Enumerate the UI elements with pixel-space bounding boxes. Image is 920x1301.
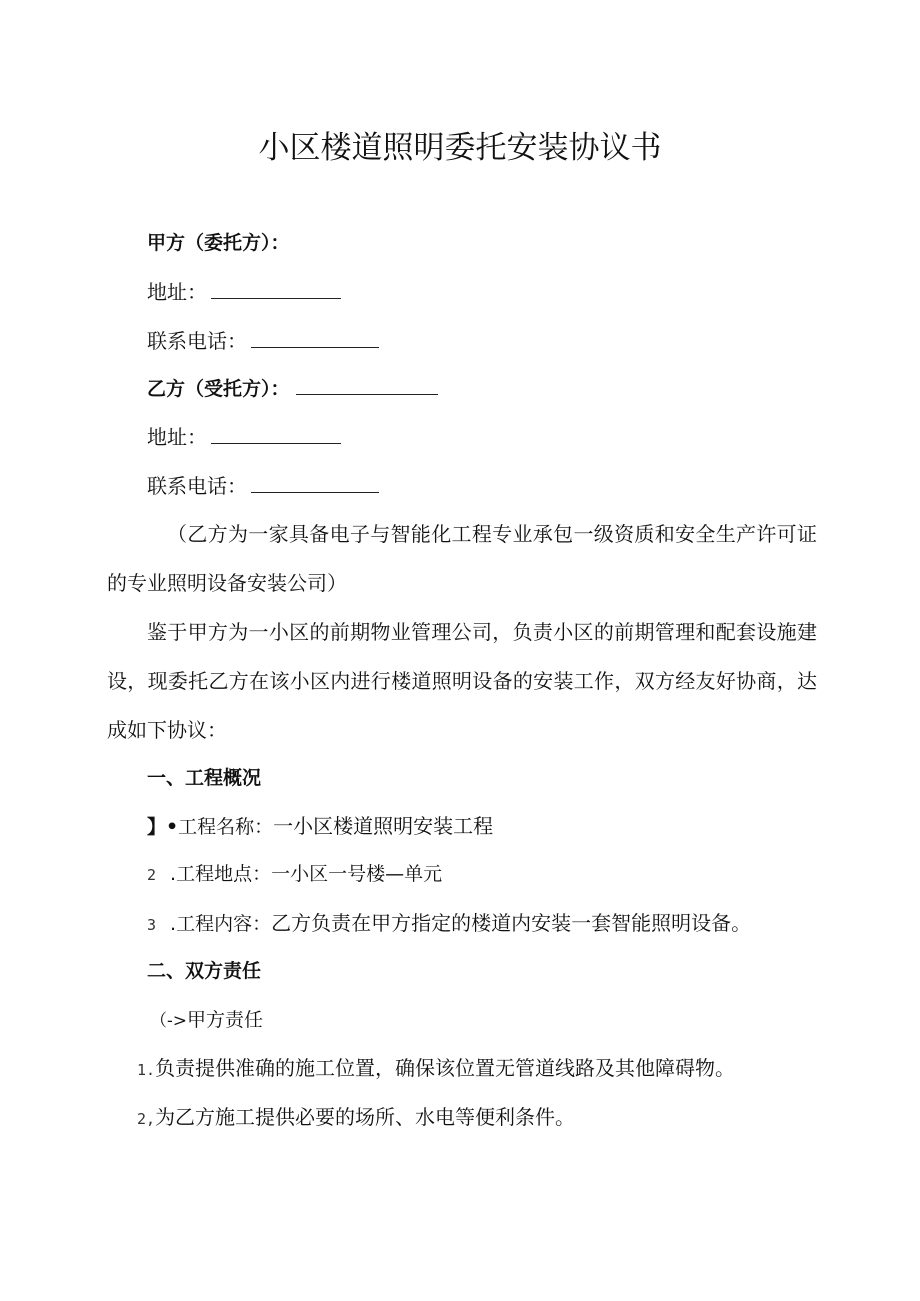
item-3-number: 3 (147, 916, 157, 934)
party-a-address-blank[interactable] (211, 278, 341, 299)
duty-1-number: 1. (137, 1061, 156, 1079)
party-b-label: 乙方（受托方）： (147, 378, 290, 400)
section-2-heading: 二、双方责任 (147, 960, 262, 982)
item-2-value: 一小区一号楼—单元 (271, 863, 443, 885)
duty-1-text: 负责提供准确的施工位置，确保该位置无管道线路及其他障碍物。 (155, 1056, 736, 1080)
party-a-address-row (147, 276, 341, 308)
section-1-heading: 一、工程概况 (147, 767, 262, 789)
section-2-item-2 (137, 1101, 575, 1135)
document-title: 小区楼道照明委托安装协议书 (258, 130, 662, 166)
item-1-value: 一小区楼道照明安装工程 (273, 814, 494, 838)
section-1-item-1 (147, 810, 493, 844)
preamble-paragraph: 鉴于甲方为一小区的前期物业管理公司，负责小区的前期管理和配套设施建设，现委托乙方在该小区内进行楼道照明设备的安装工作，双方经友好协商，达成如下协议： (107, 620, 817, 742)
section-1-item-2 (147, 858, 442, 891)
party-b-address-blank[interactable] (211, 423, 341, 444)
item-3-label: .工程内容： (170, 913, 272, 935)
section-2-subheading (150, 1004, 263, 1037)
party-a-phone-blank[interactable] (251, 327, 379, 348)
item-3-value: 乙方负责在甲方指定的楼道内安装一套智能照明设备。 (271, 911, 752, 935)
party-b-phone-row (147, 470, 379, 502)
duty-2-text: 为乙方施工提供必要的场所、水电等便利条件。 (155, 1105, 576, 1129)
party-b-address-label: 地址： (147, 425, 207, 449)
item-2-number: 2 (147, 866, 157, 884)
subheading-text: 甲方责任 (187, 1009, 264, 1031)
party-b-row (147, 373, 438, 405)
duty-2-number: 2, (137, 1110, 156, 1128)
party-b-note: （乙方为一家具备电子与智能化工程专业承包一级资质和安全生产许可证的专业照明设备安装公司） (107, 522, 817, 595)
party-b-phone-label: 联系电话： (147, 474, 247, 498)
item-1-label: 工程名称： (178, 816, 274, 838)
party-a-phone-row (147, 325, 379, 357)
section-2-item-1 (137, 1052, 735, 1086)
item-2-label: .工程地点： (170, 863, 272, 885)
party-a-phone-label: 联系电话： (147, 329, 247, 353)
section-1-item-3 (147, 907, 751, 941)
subheading-prefix: （-> (150, 1011, 187, 1031)
party-b-phone-blank[interactable] (251, 472, 379, 493)
party-a-label: 甲方（委托方）： (147, 232, 290, 254)
party-b-blank[interactable] (296, 374, 438, 395)
item-1-number: 】• (147, 816, 179, 838)
party-b-address-row (147, 421, 341, 453)
party-a-address-label: 地址： (147, 280, 207, 304)
